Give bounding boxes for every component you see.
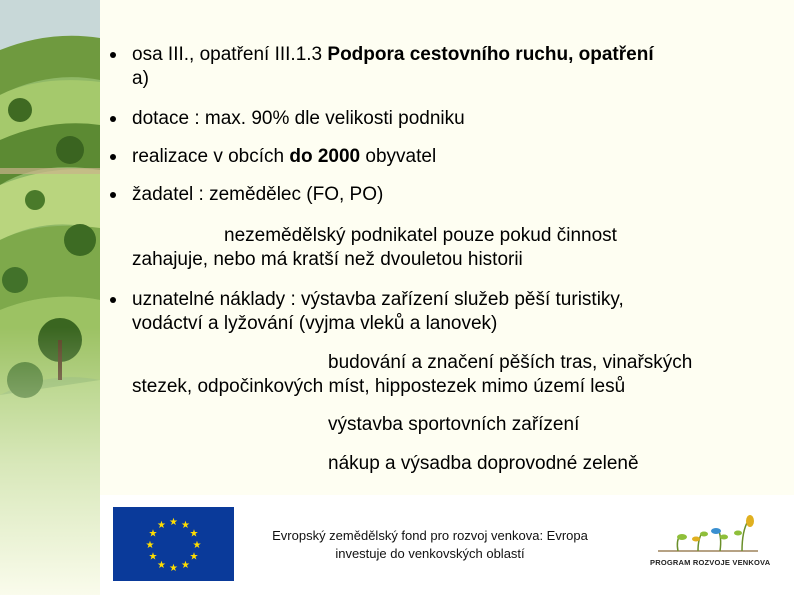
sports-facilities: výstavba sportovních zařízení bbox=[328, 414, 580, 435]
svg-text:★: ★ bbox=[169, 563, 178, 574]
applicant-note-line1: nezemědělský podnikatel pouze pokud činnost bbox=[224, 225, 617, 246]
svg-text:★: ★ bbox=[192, 540, 202, 551]
svg-text:★: ★ bbox=[189, 551, 199, 563]
greenery: nákup a výsadba doprovodné zeleně bbox=[328, 453, 639, 474]
landscape-photo bbox=[0, 0, 100, 595]
bullet-dot bbox=[110, 297, 116, 303]
bullet-dot bbox=[110, 116, 116, 122]
svg-text:★: ★ bbox=[169, 517, 178, 528]
bullet-continuation: a) bbox=[132, 68, 149, 89]
plants-icon bbox=[638, 507, 778, 555]
costs-line2: vodáctví a lyžování (vyjma vleků a lanovek) bbox=[132, 313, 498, 334]
trails-line1: budování a značení pěších tras, vinařských bbox=[328, 352, 693, 373]
svg-text:★: ★ bbox=[181, 520, 190, 531]
bullet-dot bbox=[110, 192, 116, 198]
svg-text:★: ★ bbox=[157, 520, 166, 531]
program-logo bbox=[638, 507, 778, 582]
bullet-dot bbox=[110, 52, 116, 58]
bullet-text: dotace : max. 90% dle velikosti podniku bbox=[132, 108, 465, 129]
eu-flag-icon bbox=[113, 507, 234, 581]
svg-text:★: ★ bbox=[148, 551, 158, 563]
bullet-text: realizace v obcích do 2000 obyvatel bbox=[132, 146, 437, 167]
svg-text:★: ★ bbox=[189, 528, 199, 540]
slogan-line1: Evropský zemědělský fond pro rozvoj venkova: Evropa bbox=[272, 528, 588, 543]
bullet-dot bbox=[110, 154, 116, 160]
footer bbox=[100, 495, 794, 595]
trails-line2: stezek, odpočinkových míst, hippostezek mimo území lesů bbox=[132, 376, 626, 397]
eafrd-slogan bbox=[240, 527, 620, 563]
slogan-line2: investuje do venkovských oblastí bbox=[335, 546, 525, 561]
bullet-text: žadatel : zemědělec (FO, PO) bbox=[132, 184, 384, 205]
svg-text:★: ★ bbox=[181, 560, 190, 571]
svg-text:★: ★ bbox=[157, 560, 166, 571]
bullet-text: uznatelné náklady : výstavba zařízení služeb pěší turistiky, bbox=[132, 289, 624, 310]
applicant-note-line2: zahajuje, nebo má kratší než dvouletou historii bbox=[132, 249, 523, 270]
bullet-text: osa III., opatření III.1.3 Podpora cestovního ruchu, opatření bbox=[132, 44, 654, 65]
logo-text: PROGRAM ROZVOJE VENKOVA bbox=[650, 558, 771, 567]
svg-text:★: ★ bbox=[145, 540, 155, 551]
svg-text:★: ★ bbox=[148, 528, 158, 540]
